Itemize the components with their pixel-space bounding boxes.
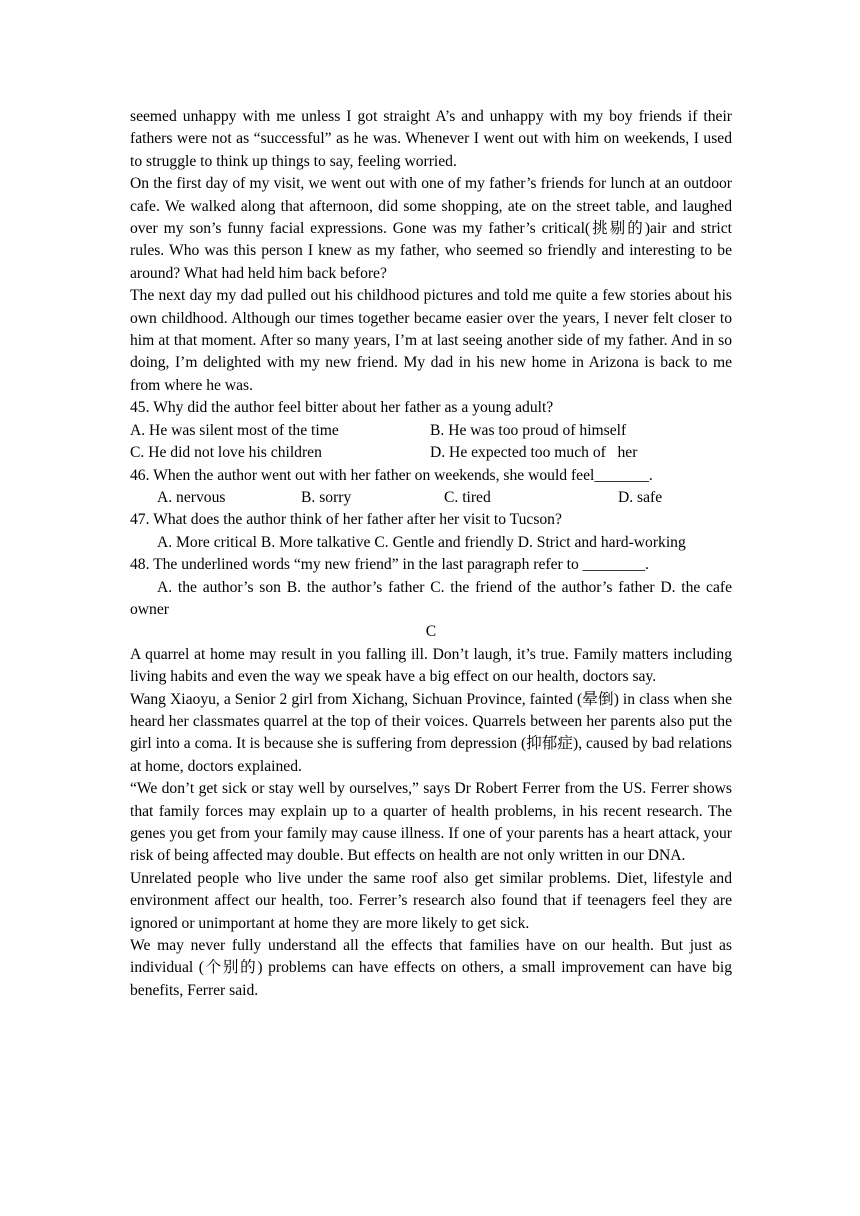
document-page xyxy=(130,106,732,1002)
question-47-options: A. More critical B. More talkative C. Gentle and friendly D. Strict and hard-working xyxy=(157,533,686,551)
question-46-option-a: A. nervous xyxy=(157,488,226,506)
section-c-paragraph-2: Wang Xiaoyu, a Senior 2 girl from Xichang, Sichuan Province, fainted (晕倒) in class when she heard her classmates quarrel at the top of their voices. Quarrels between her parents also put the girl into a coma. It is because she is suffering from depression (抑郁症), caused by bad relations at home, doctors explained. xyxy=(130,690,732,775)
question-46-options xyxy=(130,487,732,509)
section-c-paragraph-1: A quarrel at home may result in you falling ill. Don’t laugh, it’s true. Family matters including living habits and even the way we speak have a big effect on our health, doctors say. xyxy=(130,645,732,686)
section-c-heading: C xyxy=(425,623,437,641)
question-46-option-b: B. sorry xyxy=(301,488,352,506)
passage-b-paragraph-1: seemed unhappy with me unless I got straight A’s and unhappy with my boy friends if their fathers were not as “successful” as he was. Whenever I went out with him on weekends, I used to struggle to think up things to say, feeling worried. xyxy=(130,108,732,170)
question-45-stem: 45. Why did the author feel bitter about her father as a young adult? xyxy=(130,399,554,417)
question-45-option-a: A. He was silent most of the time xyxy=(130,421,339,439)
section-c-paragraph-4: Unrelated people who live under the same roof also get similar problems. Diet, lifestyle and environment affect our health, too. Ferrer’s research also found that if teenagers feel they are ignored or unimportant at home they are more likely to get sick. xyxy=(130,869,732,932)
passage-b-paragraph-2: On the first day of my visit, we went out with one of my father’s friends for lunch at an outdoor cafe. We walked along that afternoon, did some shopping, ate on the street table, and laughed over my son’s funny facial expressions. Gone was my father’s critical(挑剔的)air and strict rules. Who was this person I knew as my father, who seemed so friendly and interesting to be around? What had held him back before? xyxy=(130,175,732,282)
question-46-stem: 46. When the author went out with her father on weekends, she would feel_______. xyxy=(130,466,653,484)
question-45-option-c: C. He did not love his children xyxy=(130,444,322,462)
question-45-option-d: D. He expected too much of her xyxy=(430,444,638,462)
question-46-option-d: D. safe xyxy=(618,488,663,506)
section-c-paragraph-5: We may never fully understand all the effects that families have on our health. But just as individual (个别的) problems can have effects on others, a small improvement can have big benefits, Ferrer said. xyxy=(130,937,732,999)
question-45-options-row-2 xyxy=(130,442,732,464)
question-45-options-row-1 xyxy=(130,420,732,442)
question-48-stem: 48. The underlined words “my new friend” in the last paragraph refer to ________. xyxy=(130,556,649,574)
question-47-stem: 47. What does the author think of her father after her visit to Tucson? xyxy=(130,511,562,529)
passage-b-paragraph-3: The next day my dad pulled out his childhood pictures and told me quite a few stories about his own childhood. Although our times together became easier over the years, I never felt closer to him at that moment. After so many years, I’m at last seeing another side of my father. And in so doing, I’m delighted with my new friend. My dad in his new home in Arizona is back to me from where he was. xyxy=(130,287,732,394)
question-45-option-b: B. He was too proud of himself xyxy=(430,421,627,439)
section-c-paragraph-3: “We don’t get sick or stay well by ourselves,” says Dr Robert Ferrer from the US. Ferrer shows that family forces may explain up to a quarter of health problems, in his recent research. The genes you get from your family may cause illness. If one of your parents has a heart attack, your risk of being affected may double. But effects on health are not only written in our DNA. xyxy=(130,780,732,865)
question-46-option-c: C. tired xyxy=(444,488,491,506)
question-48-options: A. the author’s son B. the author’s father C. the friend of the author’s father D. the cafe owner xyxy=(130,578,732,618)
